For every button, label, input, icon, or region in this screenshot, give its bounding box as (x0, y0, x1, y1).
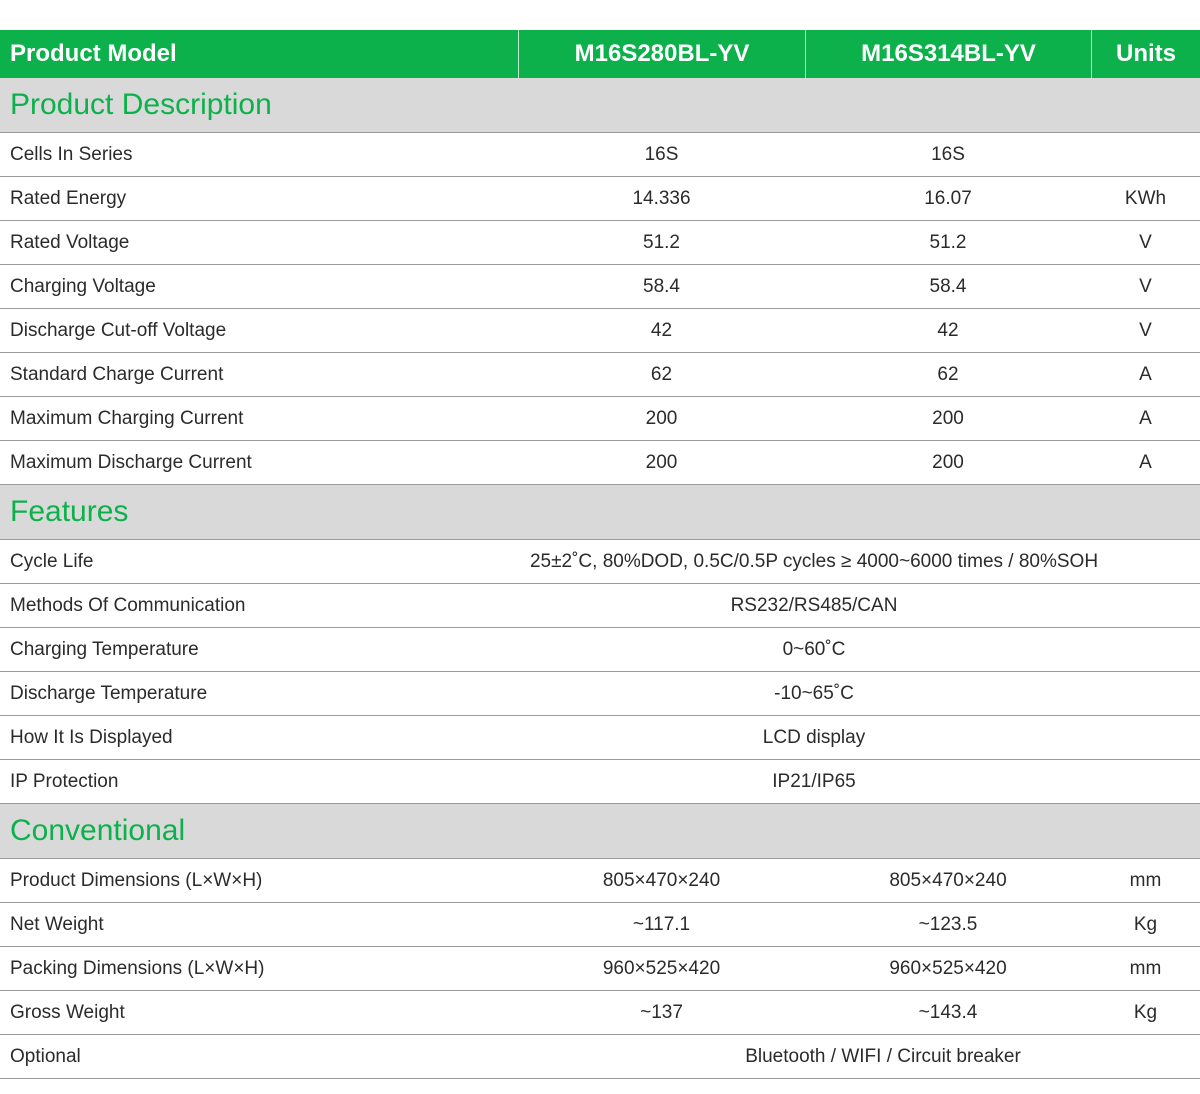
row-unit: V (1139, 275, 1152, 297)
header-model-2: M16S314BL-YV (805, 30, 1091, 78)
row-label: Packing Dimensions (L×W×H) (10, 957, 265, 979)
row-value-model-2: 58.4 (929, 275, 967, 297)
row-label: Rated Energy (10, 187, 127, 209)
row-label: Gross Weight (10, 1001, 125, 1023)
row-label: Charging Temperature (10, 638, 199, 660)
row-label: Maximum Charging Current (10, 407, 244, 429)
row-label: How It Is Displayed (10, 726, 173, 748)
section-title-product-description: Product Description (0, 78, 1200, 133)
spec-table (0, 30, 1200, 1079)
table-row (0, 133, 1200, 177)
row-value-model-1: 51.2 (643, 231, 680, 253)
table-row (0, 584, 1200, 628)
row-value-model-1: 960×525×420 (602, 957, 721, 979)
conventional-rows (0, 859, 1200, 1035)
row-label: Charging Voltage (10, 275, 156, 297)
table-row (0, 265, 1200, 309)
row-value-model-2: 16S (931, 143, 965, 165)
row-unit: V (1139, 319, 1152, 341)
table-row (0, 540, 1200, 584)
row-unit: Kg (1133, 913, 1158, 935)
row-value-model-2: 960×525×420 (889, 957, 1007, 979)
table-row (0, 177, 1200, 221)
row-value-model-1: ~137 (640, 1001, 683, 1023)
row-label: Cycle Life (10, 550, 94, 572)
row-value-model-1: 14.336 (632, 187, 691, 209)
row-label: Maximum Discharge Current (10, 451, 252, 473)
row-label: Product Dimensions (L×W×H) (10, 869, 263, 891)
table-row (0, 628, 1200, 672)
row-value-model-2: 16.07 (924, 187, 972, 209)
row-value-model-1: 62 (650, 363, 673, 385)
row-value-model-2: 51.2 (929, 231, 967, 253)
row-value-model-1: 805×470×240 (602, 869, 721, 891)
section-title-conventional: Conventional (0, 804, 1200, 859)
table-row (0, 947, 1200, 991)
table-row (0, 221, 1200, 265)
row-value-model-1: ~117.1 (632, 913, 691, 935)
row-unit: A (1139, 363, 1152, 385)
table-row (0, 903, 1200, 947)
row-label: Discharge Cut-off Voltage (10, 319, 227, 341)
product-description-rows (0, 133, 1200, 485)
row-value-shared: -10~65˚C (774, 682, 854, 704)
row-value-shared: Bluetooth / WIFI / Circuit breaker (745, 1045, 1021, 1067)
row-value-model-1: 42 (650, 319, 673, 341)
row-unit: A (1139, 451, 1152, 473)
row-unit: Kg (1133, 1001, 1158, 1023)
row-value-model-1: 16S (644, 143, 679, 165)
table-row-optional (0, 1035, 1200, 1079)
row-label: Rated Voltage (10, 231, 130, 253)
row-label: Net Weight (10, 913, 104, 935)
row-value-model-1: 58.4 (643, 275, 680, 297)
table-row (0, 353, 1200, 397)
table-row (0, 397, 1200, 441)
header-product-model: Product Model (10, 40, 177, 67)
row-value-shared: 0~60˚C (782, 638, 846, 660)
table-row (0, 309, 1200, 353)
row-unit: mm (1129, 957, 1162, 979)
row-label: IP Protection (10, 770, 119, 792)
row-label: Standard Charge Current (10, 363, 224, 385)
table-row (0, 991, 1200, 1035)
row-value-model-2: 200 (932, 451, 964, 473)
row-label: Methods Of Communication (10, 594, 246, 616)
row-value-model-1: 200 (645, 407, 678, 429)
row-label: Optional (10, 1045, 81, 1067)
row-label: Discharge Temperature (10, 682, 208, 704)
row-value-model-2: 200 (932, 407, 964, 429)
table-row (0, 760, 1200, 804)
row-value-model-2: 805×470×240 (889, 869, 1007, 891)
table-header-row (0, 30, 1200, 78)
header-model-1: M16S280BL-YV (518, 30, 805, 78)
row-value-shared: 25±2˚C, 80%DOD, 0.5C/0.5P cycles ≥ 4000~6000 times / 80%SOH (529, 550, 1099, 572)
row-value-model-2: 62 (937, 363, 959, 385)
section-title-features: Features (0, 485, 1200, 540)
row-label: Cells In Series (10, 143, 133, 165)
row-value-shared: IP21/IP65 (772, 770, 856, 792)
row-value-shared: LCD display (762, 726, 866, 748)
row-unit: KWh (1124, 187, 1167, 209)
row-value-shared: RS232/RS485/CAN (730, 594, 898, 616)
row-value-model-2: ~143.4 (918, 1001, 978, 1023)
row-unit: V (1139, 231, 1152, 253)
features-rows (0, 540, 1200, 804)
row-value-model-2: 42 (937, 319, 959, 341)
table-row (0, 672, 1200, 716)
table-row (0, 716, 1200, 760)
row-value-model-1: 200 (645, 451, 678, 473)
row-value-model-2: ~123.5 (918, 913, 978, 935)
row-unit: A (1139, 407, 1152, 429)
row-unit: mm (1129, 869, 1162, 891)
header-units: Units (1091, 30, 1200, 78)
table-row (0, 859, 1200, 903)
table-row (0, 441, 1200, 485)
